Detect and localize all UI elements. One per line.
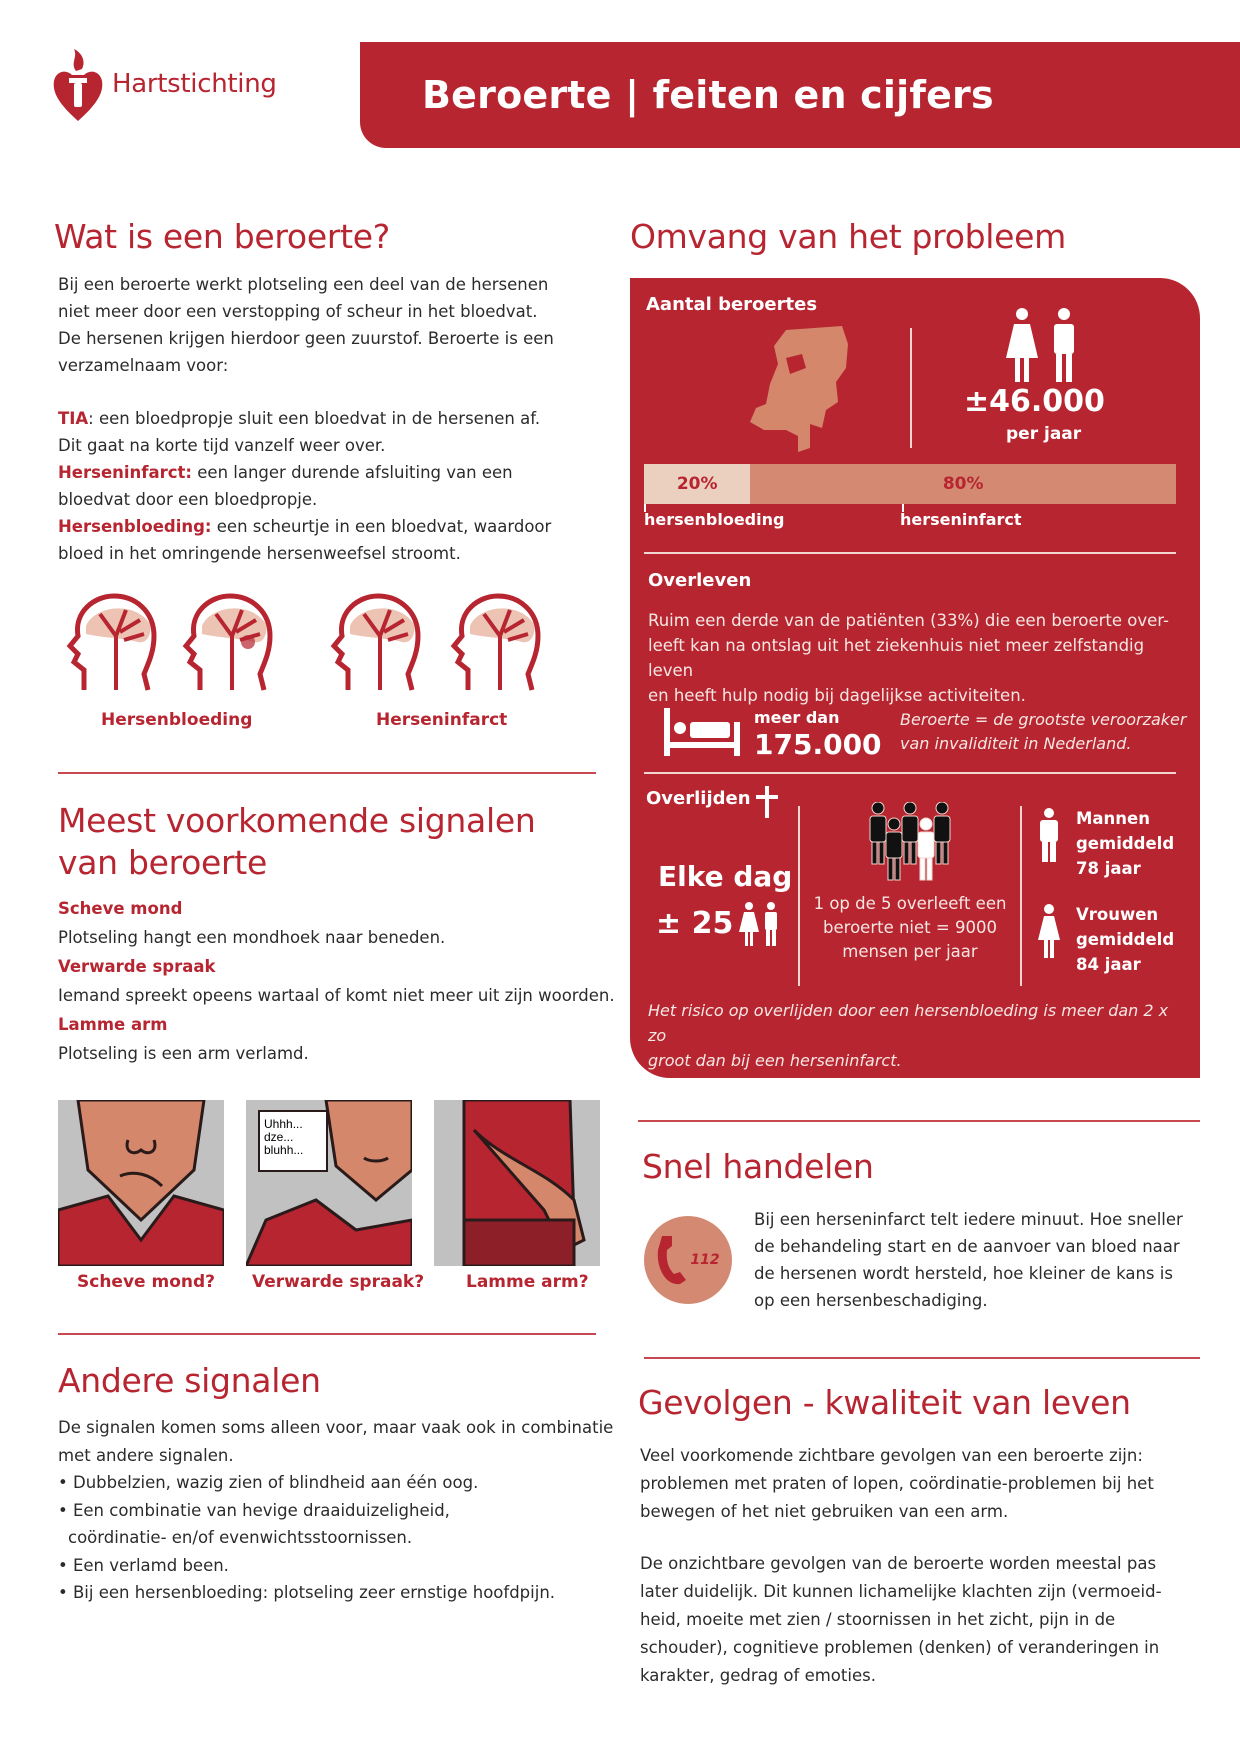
divider bbox=[58, 1333, 596, 1335]
man-icon bbox=[1038, 808, 1060, 862]
section-title-act-fast: Snel handelen bbox=[642, 1147, 874, 1186]
text-line: 78 jaar bbox=[1076, 859, 1141, 878]
bullet-text: Bij een hersenbloeding: plotseling zeer ernstige hoofdpijn. bbox=[72, 1583, 556, 1602]
invalidity-note bbox=[900, 708, 1186, 756]
split-label-herseninfarct: herseninfarct bbox=[900, 510, 1022, 529]
other-signals-content bbox=[58, 1414, 618, 1607]
text-line: karakter, gedrag of emoties. bbox=[640, 1666, 876, 1685]
consequences-visible bbox=[640, 1442, 1200, 1526]
divider bbox=[58, 772, 596, 774]
split-bar-hersenbloeding: 20% bbox=[644, 464, 750, 504]
intro-line: met andere signalen. bbox=[58, 1445, 234, 1465]
definition-text: een scheurtje in een bloedvat, waardoor bbox=[216, 517, 552, 536]
woman-man-small-icon bbox=[738, 902, 782, 946]
speech-line: Uhhh... bbox=[264, 1117, 303, 1131]
phone-number: 112 bbox=[690, 1252, 720, 1268]
bullet-text: Een combinatie van hevige draaiduizeligheid, bbox=[72, 1500, 450, 1520]
text-line: beroerte niet = 9000 bbox=[823, 918, 997, 937]
logo-text: Hartstichting bbox=[112, 69, 277, 99]
text-line: problemen met praten of lopen, coördinatie-problemen bij het bbox=[640, 1474, 1154, 1493]
signal-label: Verwarde spraak bbox=[58, 957, 216, 976]
bullet-text: coördinatie- en/of evenwichtsstoornissen. bbox=[68, 1528, 413, 1547]
woman-man-icon bbox=[1004, 308, 1084, 384]
title-bar bbox=[360, 42, 1240, 148]
heart-torch-icon bbox=[52, 45, 104, 123]
text-line: schouder), cognitieve problemen (denken) of veranderingen in bbox=[640, 1638, 1160, 1657]
stats-panel bbox=[630, 278, 1200, 1078]
split-bar-herseninfarct: 80% bbox=[750, 464, 1176, 504]
vertical-divider bbox=[910, 328, 912, 448]
cross-icon bbox=[756, 786, 778, 818]
term-hersenbloeding: Hersenbloeding: bbox=[58, 517, 212, 536]
definition-text: bloed in het omringende hersenweefsel stroomt. bbox=[58, 544, 461, 563]
text-line: Vrouwen bbox=[1076, 905, 1159, 924]
death-label: Overlijden bbox=[646, 788, 751, 809]
bullet-item: • Dubbelzien, wazig zien of blindheid aan één oog. bbox=[58, 1473, 479, 1492]
survival-text bbox=[648, 608, 1188, 708]
definition-text: bloedvat door een bloedpropje. bbox=[58, 490, 318, 509]
body-limp-arm-icon bbox=[434, 1100, 600, 1266]
comic-scheve-mond bbox=[58, 1100, 224, 1266]
group-people-icon bbox=[866, 802, 956, 882]
text-line: de behandeling start en de aanvoer van bloed naar bbox=[754, 1237, 1180, 1256]
text-line: op een hersenbeschadiging. bbox=[754, 1291, 988, 1310]
speech-line: dze... bbox=[264, 1130, 294, 1144]
bullet-item: • Bij een hersenbloeding: plotseling zeer ernstige hoofdpijn. bbox=[58, 1583, 556, 1602]
page-title: Beroerte | feiten en cijfers bbox=[422, 73, 994, 117]
section-title-other-signals: Andere signalen bbox=[58, 1361, 321, 1400]
divider bbox=[638, 1120, 1200, 1122]
text-line: later duidelijk. Dit kunnen lichamelijke klachten zijn (vermoeid- bbox=[640, 1582, 1162, 1601]
sep: : bbox=[88, 409, 99, 428]
section-title-signals bbox=[58, 800, 535, 884]
comic-verwarde-spraak bbox=[246, 1100, 412, 1266]
signal-label: Lamme arm bbox=[58, 1015, 168, 1034]
text-line: leeft kan na ontslag uit het ziekenhuis niet meer zelfstandig leven bbox=[648, 636, 1145, 680]
definition-tia bbox=[58, 405, 568, 432]
definition-herseninfarct bbox=[58, 459, 568, 486]
speech-line: bluhh... bbox=[264, 1143, 304, 1157]
text-line: gemiddeld bbox=[1076, 930, 1175, 949]
what-is-intro bbox=[58, 271, 558, 379]
caption-lamme-arm: Lamme arm? bbox=[466, 1272, 589, 1292]
text-line: heid, moeite met zien / stoornissen in het zicht, pijn in de bbox=[640, 1610, 1116, 1629]
definitions bbox=[58, 405, 568, 567]
section-title-scope: Omvang van het probleem bbox=[630, 217, 1066, 256]
caption-scheve-mond: Scheve mond? bbox=[77, 1272, 216, 1292]
signal-label: Scheve mond bbox=[58, 899, 183, 918]
bullet-item: • Een verlamd been. bbox=[58, 1555, 229, 1575]
intro-line: De signalen komen soms alleen voor, maar vaak ook in combinatie bbox=[58, 1418, 614, 1437]
text-line: Ruim een derde van de patiënten (33%) die een beroerte over- bbox=[648, 611, 1169, 630]
intro-line: verzamelnaam voor: bbox=[58, 356, 229, 375]
speech-bubble bbox=[258, 1110, 328, 1172]
signal-text: Plotseling is een arm verlamd. bbox=[58, 1044, 309, 1063]
comic-lamme-arm bbox=[434, 1100, 600, 1266]
more-than-label: meer dan bbox=[754, 708, 840, 727]
men-average-age bbox=[1076, 806, 1174, 881]
text-line: groot dan bij een herseninfarct. bbox=[648, 1051, 902, 1070]
vertical-divider bbox=[798, 806, 800, 986]
split-label-hersenbloeding: hersenbloeding bbox=[644, 510, 785, 529]
title-line: Meest voorkomende signalen bbox=[58, 801, 536, 840]
face-crooked-mouth-icon bbox=[58, 1100, 224, 1266]
text-line: De onzichtbare gevolgen van de beroerte worden meestal pas bbox=[640, 1554, 1157, 1573]
caption-herseninfarct: Herseninfarct bbox=[376, 710, 508, 730]
section-title-consequences: Gevolgen - kwaliteit van leven bbox=[638, 1383, 1131, 1422]
disabled-count: 175.000 bbox=[754, 728, 882, 761]
text-line: de hersenen wordt hersteld, hoe kleiner de kans is bbox=[754, 1264, 1173, 1283]
hartstichting-logo bbox=[52, 44, 312, 124]
text-line: Veel voorkomende zichtbare gevolgen van een beroerte zijn: bbox=[640, 1446, 1143, 1465]
text-line: Het risico op overlijden door een hersenbloeding is meer dan 2 x zo bbox=[648, 1001, 1169, 1045]
intro-line: De hersenen krijgen hierdoor geen zuurstof. Beroerte is een bbox=[58, 329, 554, 348]
bullet-text: Een verlamd been. bbox=[72, 1555, 229, 1575]
stroke-count: ±46.000 bbox=[964, 384, 1105, 419]
intro-line: niet meer door een verstopping of scheur in het bloedvat. bbox=[58, 302, 538, 321]
text-line: 1 op de 5 overleeft een bbox=[813, 894, 1007, 913]
signal-text: Plotseling hangt een mondhoek naar beneden. bbox=[58, 928, 446, 947]
emergency-phone-badge bbox=[644, 1216, 732, 1304]
split-bar bbox=[644, 464, 1176, 504]
definition-text: een langer durende afsluiting van een bbox=[197, 463, 513, 482]
act-fast-text bbox=[754, 1206, 1194, 1314]
stroke-count-unit: per jaar bbox=[1006, 424, 1082, 444]
term-tia: TIA bbox=[58, 409, 89, 428]
text-line: en heeft hulp nodig bij dagelijkse activiteiten. bbox=[648, 686, 1026, 705]
intro-line: Bij een beroerte werkt plotseling een deel van de hersenen bbox=[58, 275, 549, 294]
definition-text: een bloedpropje sluit een bloedvat in de hersenen af. bbox=[98, 409, 541, 428]
text-line: bewegen of het niet gebruiken van een arm. bbox=[640, 1502, 1009, 1521]
caption-verwarde-spraak: Verwarde spraak? bbox=[252, 1272, 425, 1292]
vertical-divider bbox=[1020, 806, 1022, 986]
text-line: 84 jaar bbox=[1076, 955, 1141, 974]
term-herseninfarct: Herseninfarct: bbox=[58, 463, 193, 482]
women-average-age bbox=[1076, 902, 1174, 977]
phone-icon bbox=[656, 1234, 690, 1286]
every-day-label: Elke dag bbox=[658, 860, 793, 893]
signal-text: Iemand spreekt opeens wartaal of komt niet meer uit zijn woorden. bbox=[58, 986, 615, 1005]
woman-icon bbox=[1038, 904, 1060, 958]
text-line: Mannen bbox=[1076, 809, 1150, 828]
definition-hersenbloeding bbox=[58, 513, 568, 540]
survival-label: Overleven bbox=[648, 570, 752, 591]
deaths-per-day: ± 25 bbox=[656, 906, 734, 941]
divider bbox=[644, 552, 1176, 554]
text-line: mensen per jaar bbox=[842, 942, 978, 961]
caption-hersenbloeding: Hersenbloeding bbox=[101, 710, 253, 730]
one-in-five-text bbox=[802, 892, 1018, 964]
brain-illustrations bbox=[64, 592, 544, 692]
note-line: van invaliditeit in Nederland. bbox=[900, 734, 1132, 753]
title-line: van beroerte bbox=[58, 843, 267, 882]
bullet-text: Dubbelzien, wazig zien of blindheid aan één oog. bbox=[72, 1473, 479, 1492]
consequences-invisible bbox=[640, 1550, 1200, 1690]
divider bbox=[644, 1357, 1200, 1359]
bed-icon bbox=[664, 708, 740, 756]
signals-list bbox=[58, 894, 618, 1068]
divider bbox=[644, 772, 1176, 774]
section-title-what-is: Wat is een beroerte? bbox=[54, 217, 390, 256]
text-line: gemiddeld bbox=[1076, 834, 1175, 853]
risk-footnote bbox=[648, 998, 1188, 1073]
definition-text: Dit gaat na korte tijd vanzelf weer over. bbox=[58, 436, 386, 455]
text-line: Bij een herseninfarct telt iedere minuut. Hoe sneller bbox=[754, 1210, 1183, 1229]
count-label: Aantal beroertes bbox=[646, 294, 818, 315]
note-line: Beroerte = de grootste veroorzaker bbox=[900, 710, 1187, 729]
bullet-item: • Een combinatie van hevige draaiduizeligheid, bbox=[58, 1500, 450, 1520]
netherlands-map-icon bbox=[746, 324, 856, 454]
